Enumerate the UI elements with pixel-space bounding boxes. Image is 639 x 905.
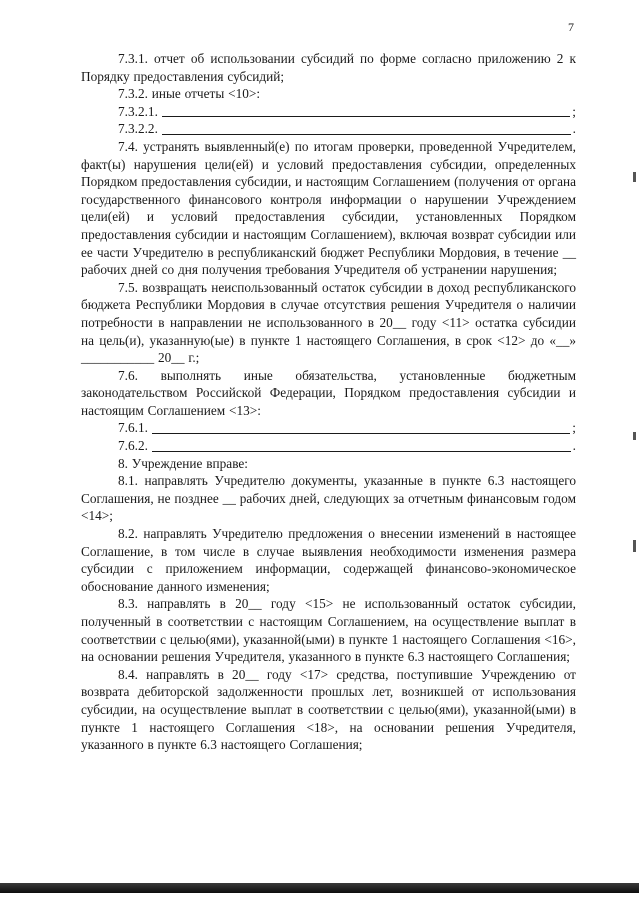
blank-underline	[152, 433, 570, 434]
paragraph-7-3-1: 7.3.1. отчет об использовании субсидий по форме согласно приложению 2 к Порядку предоставления субсидий;	[81, 51, 576, 84]
blank-line-7-3-2-1	[118, 103, 576, 121]
paragraph-7-3-2: 7.3.2. иные отчеты <10>:	[118, 86, 261, 102]
blank-label: 7.6.1.	[118, 420, 148, 436]
blank-label: 7.3.2.2.	[118, 121, 158, 137]
blank-line-7-6-2	[118, 437, 576, 455]
paragraph-8-3: 8.3. направлять в 20__ году <15> не использованный остаток субсидии, полученный в соответствии с настоящим Соглашением, на осуществление выплат в соответствии с целью(ями), указанной(ыми) в пункте 1 настоящего Соглашения <16>, на основании решения Учредителя, указанного в пункте 6.3 настоящего Соглашения;	[81, 596, 576, 665]
paragraph-8-1: 8.1. направлять Учредителю документы, указанные в пункте 6.3 настоящего Соглашения, не позднее __ рабочих дней, следующих за отчетным финансовым годом <14>;	[81, 473, 576, 524]
document-body	[81, 50, 576, 754]
blank-label: 7.6.2.	[118, 438, 148, 454]
blank-line-7-6-1	[118, 419, 576, 437]
scan-speck	[633, 540, 636, 552]
blank-end-punct: ;	[572, 420, 576, 436]
paragraph-7-6: 7.6. выполнять иные обязательства, установленные бюджетным законодательством Российской Федерации, Порядком предоставления субсидии и настоящим Соглашением <13>:	[81, 367, 576, 418]
blank-underline	[152, 451, 571, 452]
blank-label: 7.3.2.1.	[118, 103, 158, 119]
paragraph-8: 8. Учреждение вправе:	[118, 455, 249, 471]
blank-end-punct: .	[572, 438, 576, 454]
page-number: 7	[568, 20, 574, 34]
scan-bottom-edge	[0, 883, 639, 893]
blank-end-punct: ;	[572, 103, 576, 119]
blank-line-7-3-2-2	[118, 120, 576, 138]
blank-underline	[162, 134, 571, 135]
paragraph-8-2: 8.2. направлять Учредителю предложения о внесении изменений в настоящее Соглашение, в том числе в случае выявления необходимости изменения размера субсидии с приложением информации, содержащей финансово-экономическое обоснование данного изменения;	[81, 526, 576, 594]
paragraph-7-4: 7.4. устранять выявленный(е) по итогам проверки, проведенной Учредителем, факт(ы) нарушения цели(ей) и условий предоставления субсидии, определенных Порядком предоставления субсидии, и настоящим Соглашением (получения от органа государственного финансового контроля информации о нарушении Учреждением цели(ей) и условий предоставления субсидии, установленных Порядком предоставления субсидии и настоящим Соглашением), включая возврат субсидии или ее части Учредителю в республиканский бюджет Республики Мордовия, в течение __ рабочих дней со дня получения требования Учредителя об устранении нарушения;	[81, 138, 576, 278]
paragraph-7-5: 7.5. возвращать неиспользованный остаток субсидии в доход республиканского бюджета Республики Мордовия в случае отсутствия решения Учредителя о наличии потребности в направлении не использованного в 20__ году <11> остатка субсидии на цель(и), указанную(ые) в пункте 1 настоящего Соглашения, в срок <12> до «__» ___________ 20__ г.;	[81, 279, 576, 366]
scan-speck	[633, 432, 636, 440]
blank-end-punct: .	[572, 121, 576, 137]
scan-speck	[633, 172, 636, 182]
scan-bottom-margin	[0, 893, 639, 905]
blank-underline	[162, 116, 570, 117]
paragraph-8-4: 8.4. направлять в 20__ году <17> средства, поступившие Учреждению от возврата дебиторской задолженности прошлых лет, возникшей от использования субсидии, на осуществление выплат в соответствии с целью(ями), указанной(ыми) в пункте 1 настоящего Соглашения <18>, на основании решения Учредителя, указанного в пункте 6.3 настоящего Соглашения;	[81, 666, 576, 753]
